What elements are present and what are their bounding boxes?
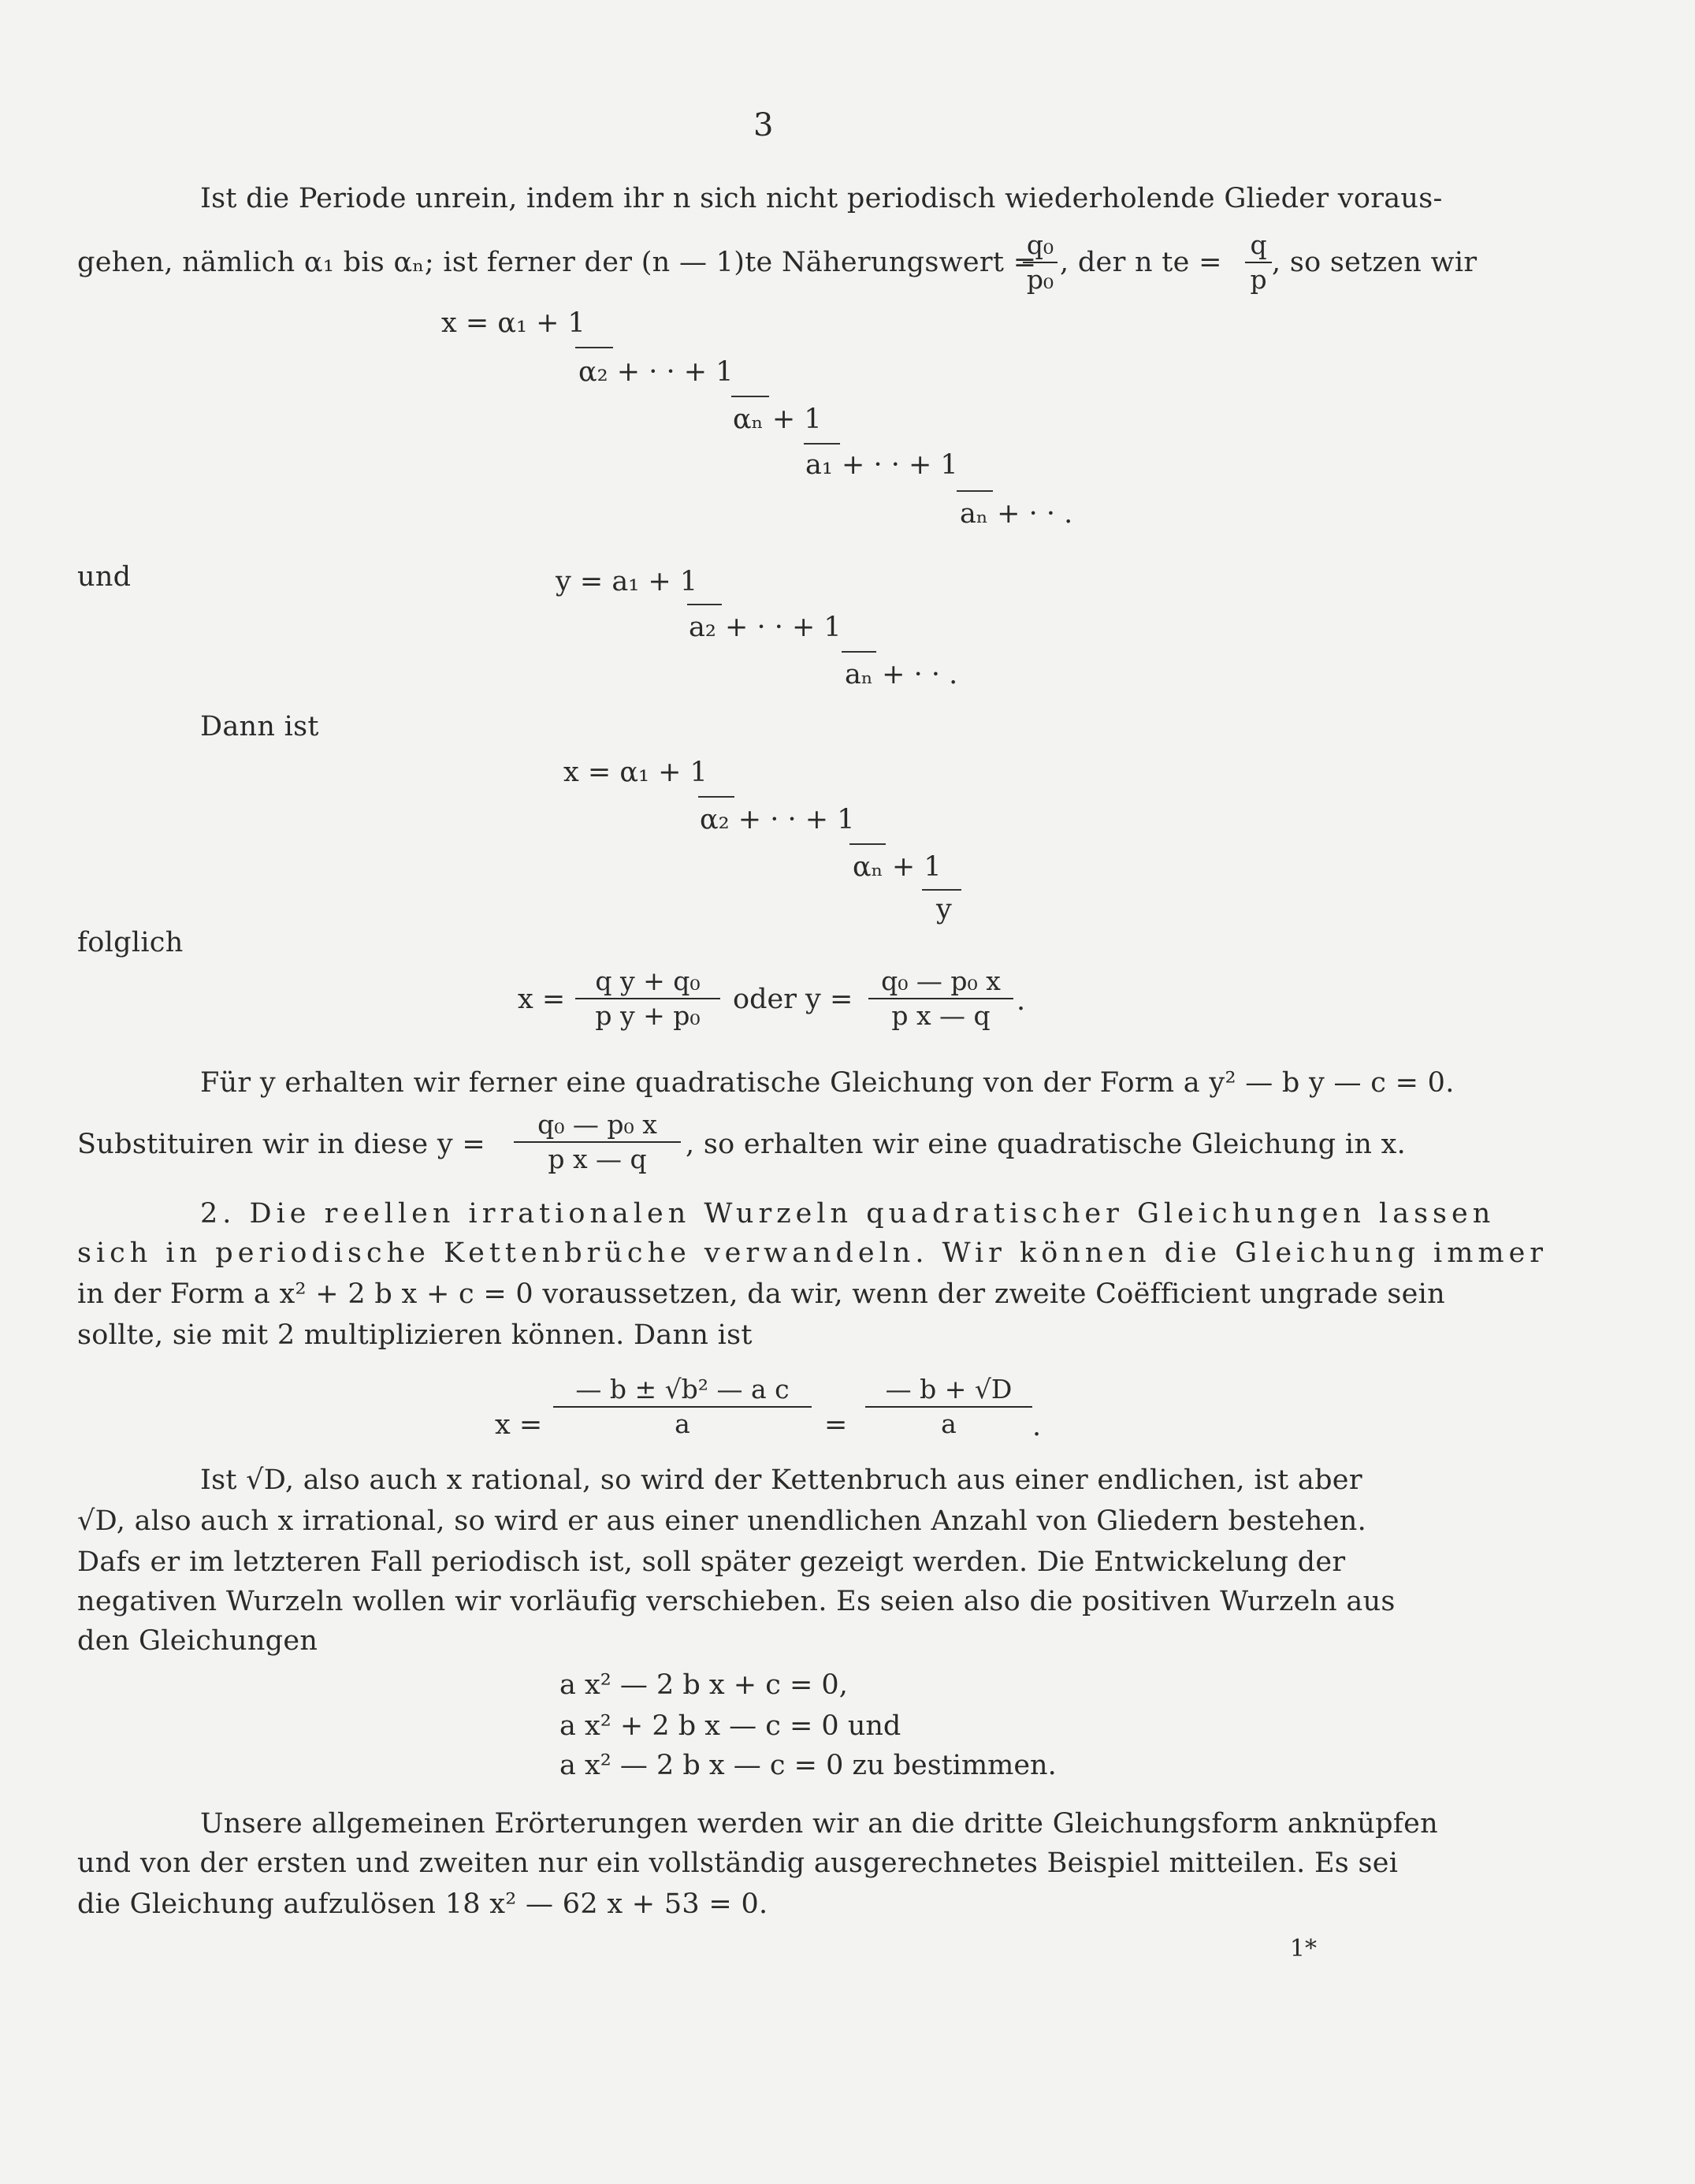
fraction-bar: [575, 998, 720, 999]
fraction-denominator: a: [675, 1408, 690, 1439]
para5-line4: negativen Wurzeln wollen wir vorläufig verschieben. Es seien also die positiven Wurzeln aus: [77, 1586, 1396, 1617]
eq-x-equals: x =: [518, 984, 566, 1015]
page-number: 3: [753, 107, 774, 143]
cf-x2-line2: α₂ + · · + 1: [700, 804, 855, 835]
para3-a: Substituiren wir in diese y =: [77, 1129, 485, 1160]
fraction-bar: [514, 1141, 681, 1143]
fraction-q-p: [1245, 230, 1272, 295]
para5-line3: Dafs er im letzteren Fall periodisch ist, soll später gezeigt werden. Die Entwickelung der: [77, 1546, 1346, 1578]
fraction-numerator: q₀ — p₀ x: [881, 965, 1001, 996]
fraction-bar: [849, 843, 886, 845]
para2: Für y erhalten wir ferner eine quadratische Gleichung von der Form a y² — b y — c = 0.: [200, 1067, 1455, 1099]
cf-x-line3: αₙ + 1: [733, 404, 822, 435]
fraction-bar: [731, 396, 769, 397]
para5-line2: √D, also auch x irrational, so wird er aus einer unendlichen Anzahl von Gliedern bestehen.: [77, 1505, 1366, 1537]
cf-x-line1: x = α₁ + 1: [441, 307, 585, 339]
fraction-bar: [698, 796, 734, 798]
cf-x-line2: α₂ + · · + 1: [578, 356, 734, 388]
eq-oder-y-equals: oder y =: [733, 984, 853, 1015]
fraction-numerator: — b ± √b² — a c: [575, 1374, 790, 1405]
fraction-xy-2: [868, 966, 1013, 1031]
eq-root-x-equals: x =: [495, 1409, 543, 1441]
fraction-bar: [804, 443, 840, 445]
para4-line2: sich in periodische Kettenbrüche verwandeln. Wir können die Gleichung immer: [77, 1237, 1548, 1269]
fraction-bar: [922, 889, 961, 891]
cf-x2-line4: y: [936, 894, 952, 925]
eq-period: .: [1017, 985, 1026, 1017]
fraction-bar: [868, 998, 1013, 999]
fraction-bar: [553, 1406, 812, 1408]
para1-line1: Ist die Periode unrein, indem ihr n sich nicht periodisch wiederholende Glieder voraus-: [200, 183, 1443, 214]
fraction-bar: [1245, 262, 1272, 263]
fraction-denominator: p: [1250, 264, 1267, 295]
cf-x-line5: aₙ + · · .: [960, 498, 1073, 530]
fraction-numerator: — b + √D: [885, 1374, 1013, 1405]
equation-1: a x² — 2 b x + c = 0,: [559, 1669, 848, 1701]
fraction-bar: [865, 1406, 1032, 1408]
equation-3: a x² — 2 b x — c = 0 zu bestimmen.: [559, 1750, 1057, 1781]
cf-y-line3: aₙ + · · .: [845, 659, 958, 690]
cf-x-line4: a₁ + · · + 1: [805, 449, 958, 481]
fraction-q0-p0: [1023, 230, 1058, 295]
fraction-denominator: a: [941, 1408, 957, 1439]
fraction-substitution: [514, 1110, 681, 1174]
eq-root-equals: =: [824, 1409, 848, 1441]
para4-line4: sollte, sie mit 2 multiplizieren können. Dann ist: [77, 1319, 753, 1351]
fraction-denominator: p₀: [1026, 264, 1054, 295]
para5-line5: den Gleichungen: [77, 1625, 318, 1657]
cf-y-line2: a₂ + · · + 1: [689, 612, 842, 643]
para5-line1: Ist √D, also auch x rational, so wird der Kettenbruch aus einer endlichen, ist aber: [200, 1464, 1362, 1496]
fraction-denominator: p x — q: [548, 1144, 647, 1174]
fraction-numerator: q: [1250, 229, 1267, 260]
para4-line1: 2. Die reellen irrationalen Wurzeln quadratischer Gleichungen lassen: [200, 1198, 1496, 1230]
fraction-bar: [1023, 262, 1058, 263]
fraction-denominator: p y + p₀: [595, 1000, 701, 1031]
eq-root-period: .: [1032, 1411, 1042, 1442]
para1-line2a: gehen, nämlich α₁ bis αₙ; ist ferner der (n — 1)te Näherungswert =: [77, 247, 1037, 278]
cf-x2-line1: x = α₁ + 1: [563, 757, 708, 788]
fraction-bar: [575, 347, 613, 348]
fraction-numerator: q₀ — p₀ x: [537, 1109, 657, 1140]
cf-x2-line3: αₙ + 1: [853, 851, 942, 883]
equation-2: a x² + 2 b x — c = 0 und: [559, 1710, 901, 1742]
fraction-numerator: q₀: [1026, 229, 1054, 260]
label-folglich: folglich: [77, 927, 184, 958]
fraction-bar: [687, 604, 722, 605]
label-und: und: [77, 561, 132, 593]
para3-b: , so erhalten wir eine quadratische Gleichung in x.: [686, 1129, 1407, 1160]
para1-line2c: , so setzen wir: [1272, 247, 1478, 278]
para6-line1: Unsere allgemeinen Erörterungen werden wir an die dritte Gleichungsform anknüpfen: [200, 1808, 1438, 1840]
label-dann-ist: Dann ist: [200, 711, 319, 742]
fraction-bar: [842, 651, 876, 653]
para6-line3: die Gleichung aufzulösen 18 x² — 62 x + 53 = 0.: [77, 1888, 768, 1920]
para6-line2: und von der ersten und zweiten nur ein vollständig ausgerechnetes Beispiel mitteilen. Es sei: [77, 1847, 1399, 1879]
fraction-bar: [957, 490, 993, 492]
fraction-denominator: p x — q: [891, 1000, 991, 1031]
para1-line2b: , der n te =: [1060, 247, 1222, 278]
fraction-root-1: [553, 1375, 812, 1439]
fraction-numerator: q y + q₀: [595, 965, 701, 996]
fraction-root-2: [865, 1375, 1032, 1439]
fraction-xy-1: [575, 966, 720, 1031]
para4-line3: in der Form a x² + 2 b x + c = 0 voraussetzen, da wir, wenn der zweite Coëfficient ungrade sein: [77, 1278, 1445, 1310]
cf-y-line1: y = a₁ + 1: [556, 566, 698, 597]
footer-signature-mark: 1*: [1289, 1935, 1317, 1963]
